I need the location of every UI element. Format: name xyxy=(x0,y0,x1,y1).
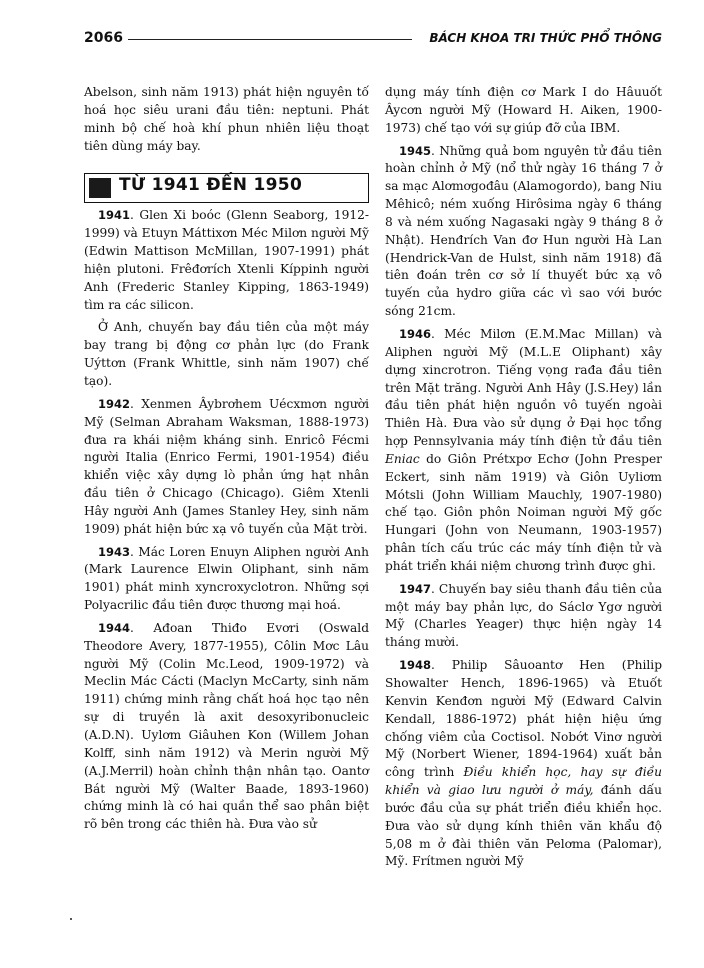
entry-1943-text: . Mác Loren Enuyn Aliphen người Anh (Mark Laurence Elwin Oliphant, sinh năm 1901) phát minh xyncroxyclotron. Những sợi Polyacrilic đầu tiên được thương mại hoá. xyxy=(84,544,369,613)
intro-paragraph: Abelson, sinh năm 1913) phát hiện nguyên tố hoá học siêu urani đầu tiên: neptuni. Phát minh bộ chế hoà khí phun nhiên liệu thoạt tiên dùng máy bay. xyxy=(84,85,369,153)
year-1946: 1946 xyxy=(399,326,432,341)
entry-1942-text: . Xenmen Âybrơhem Uécxmơn người Mỹ (Selman Abraham Waksman, 1888-1973) đưa ra khái niệm kháng sinh. Enricô Fécmi người Italia (Enrico Fermi, 1901-1954) điều khiển việc xây dựng lò phản ứng hạt nhân đầu tiên ở Chicago (Chicago). Giêm Xtenli Hây người Anh (James Stanley Hey, sinh năm 1909) phát hiện bức xạ vô tuyến của Mặt trời. xyxy=(84,396,369,536)
entry-1947 xyxy=(385,581,662,652)
year-1948: 1948 xyxy=(399,658,432,673)
entry-1941 xyxy=(84,207,369,314)
entry-1948-text-2: đánh dấu bước đầu của sự phát triển điều khiển học. Đưa vào sử dụng kính thiên văn khẩu độ 5,08 m ở đài thiên văn Pelơma (Palomar), Mỹ. Frítmen người Mỹ xyxy=(385,783,663,869)
book-title: Điều khiển học, hay sự điều khiển và giao lưu người ở máy, xyxy=(385,765,662,798)
page-header xyxy=(84,30,662,50)
year-1944: 1944 xyxy=(98,620,131,635)
continued-paragraph: dụng máy tính điện cơ Mark I do Hâuuốt Âycơn người Mỹ (Howard H. Aiken, 1900-1973) chế tạo với sự giúp đỡ của IBM. xyxy=(385,85,662,135)
entry-1942 xyxy=(84,396,369,539)
entry-1941-continued: Ở Anh, chuyến bay đầu tiên của một máy bay trang bị động cơ phản lực (do Frank Uýttơn (Frank Whittle, sinh năm 1907) chế tạo). xyxy=(84,320,369,388)
entry-1944-text: . Ađoan Thiđo Evơri (Oswald Theodore Avery, 1877-1955), Côlin Mơc Lâu người Mỹ (Colin Mc.Leod, 1909-1972) và Meclin Mác Cácti (Maclyn McCarty, sinh năm 1911) chứng minh rằng chất hoá học tạo nên sự di truyền là axit desoxyribonucleic (A.D.N). Uylơm Giâuhen Kon (Willem Johan Kolff, sinh năm 1912) và Merin người Mỹ (A.J.Merril) hoàn chỉnh thận nhân tạo. Oantơ Bát người Mỹ (Walter Baade, 1893-1960) chứng minh là có hai quần thể sao phân biệt rõ bên trong các thiên hà. Đưa vào sử xyxy=(84,620,369,832)
page-number: 2066 xyxy=(84,30,123,46)
entry-1946-text-2: do Giôn Prétxpơ Echơ (John Presper Eckert, sinh năm 1919) và Giôn Uyliơm Mótsli (John William Mauchly, 1907-1980) chế tạo. Giôn phôn Noiman người Mỹ gốc Hungari (John von Neumann, 1903-1957) phân tích cấu trúc các máy tính điện tử và phát triển khái niệm chương trình được ghi. xyxy=(385,451,662,573)
year-1947: 1947 xyxy=(399,581,432,596)
entry-1945 xyxy=(385,143,662,321)
entry-1943 xyxy=(84,544,369,615)
entry-1944 xyxy=(84,620,369,834)
eniac-term: Eniac xyxy=(385,451,420,466)
year-1941: 1941 xyxy=(98,208,131,223)
right-column xyxy=(385,84,662,876)
entry-1945-text: . Những quả bom nguyên tử đầu tiên hoàn chỉnh ở Mỹ (nổ thử ngày 16 tháng 7 ở sa mạc Alơmơgođâu (Alamogordo), bang Niu Mêhicô; ném xuống Hirôsima ngày 6 tháng 8 và ném xuống Nagasaki ngày 9 tháng 8 ở Nhật). Henđrích Van đơ Hun người Hà Lan (Hendrick-Van de Hulst, sinh năm 1918) đã tiên đoán trên cơ sở lí thuyết bức xạ vô tuyến của hydro giữa các vì sao với bước sóng 21cm. xyxy=(385,143,663,319)
entry-1948 xyxy=(385,657,662,871)
entry-1948-text: . Philip Sâuoantơ Hen (Philip Showalter Hench, 1896-1965) và Etuốt Kenvin Kenđơn người Mỹ (Edward Calvin Kendall, 1886-1972) phát hiện hiệu ứng chống viêm của Coctisol. Nobớt Vinơ người Mỹ (Norbert Wiener, 1894-1964) xuất bản công trình xyxy=(385,658,662,780)
entry-1947-text: . Chuyến bay siêu thanh đầu tiên của một máy bay phản lực, do Sáclơ Ygơ người Mỹ (Charles Yeager) thực hiện ngày 14 tháng mười. xyxy=(385,581,662,650)
entry-1941-text: . Glen Xi boóc (Glenn Seaborg, 1912-1999) và Etuyn Máttixơn Méc Milơn người Mỹ (Edwin Mattison McMillan, 1907-1991) phát hiện plutoni. Frêđơrích Xtenli Kíppinh người Anh (Frederic Stanley Kipping, 1863-1949) tìm ra các silicon. xyxy=(84,208,369,312)
entry-1946 xyxy=(385,326,662,576)
year-1942: 1942 xyxy=(98,396,131,411)
section-heading xyxy=(84,173,369,203)
entry-1946-text: . Méc Milơn (E.M.Mac Millan) và Aliphen người Mỹ (M.L.E Oliphant) xây dựng xincrotron. Tiếng vọng rađa đầu tiên trên Mặt trăng. Người Anh Hây (J.S.Hey) lần đầu tiên phát hiện nguồn vô tuyến ngoài Thiên Hà. Đưa vào sử dụng ở Đại học tổng hợp Pennsylvania máy tính điện tử đầu tiên xyxy=(385,326,662,449)
year-1945: 1945 xyxy=(399,143,432,158)
running-title: BÁCH KHOA TRI THỨC PHỔ THÔNG xyxy=(429,31,662,45)
scan-speck xyxy=(70,918,72,920)
header-rule xyxy=(128,39,412,40)
section-marker xyxy=(89,178,111,198)
left-column xyxy=(84,84,369,839)
year-1943: 1943 xyxy=(98,544,131,559)
section-title: TỪ 1941 ĐẾN 1950 xyxy=(119,175,303,196)
